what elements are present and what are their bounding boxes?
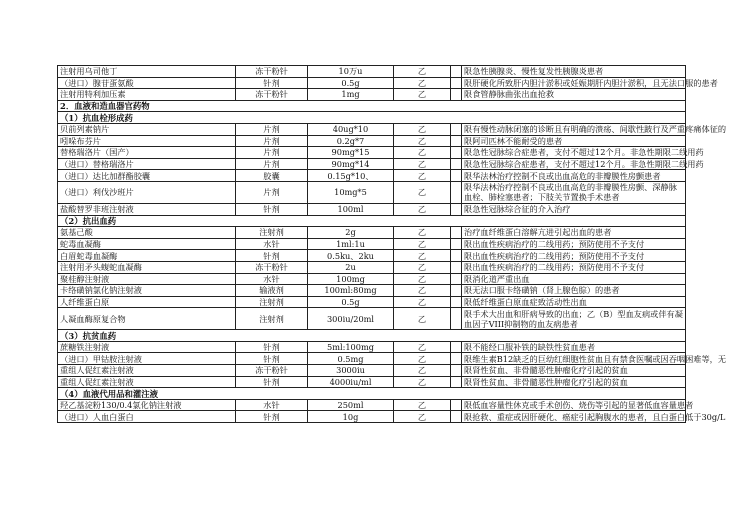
insurance-category: 乙 [394,411,451,423]
specification: 1ml:1u [308,238,394,250]
table-row [58,123,686,135]
dosage-form: 水针 [236,238,308,250]
restriction-note: 限华法林治疗控制不良或出血高危的非瓣膜性房颤患者 [462,170,686,182]
dosage-form: 注射剂 [236,296,308,308]
specification: 100ml:80mg [308,285,394,297]
restriction-note: 限急性冠脉综合症患者，支付不超过12个月。非急性期限二线用药 [462,158,686,170]
table-row [58,250,686,262]
dosage-form: 针剂 [236,203,308,215]
insurance-category: 乙 [394,261,451,273]
section-heading-row [58,100,686,112]
table-row [58,353,686,365]
dosage-form: 片剂 [236,135,308,147]
insurance-category: 乙 [394,123,451,135]
dosage-form: 针剂 [236,353,308,365]
table-row [58,89,686,101]
restriction-note: 限肾性贫血、非骨髓恶性肿瘤化疗引起的贫血 [462,365,686,377]
spacer-cell [451,353,462,365]
insurance-category: 乙 [394,399,451,411]
insurance-category: 乙 [394,273,451,285]
table-row [58,399,686,411]
drug-name: （进口）达比加群酯胶囊 [58,170,236,182]
dosage-form: 冻干粉针 [236,66,308,78]
dosage-form: 针剂 [236,77,308,89]
specification: 100ml [308,203,394,215]
dosage-form: 片剂 [236,147,308,159]
specification: 0.15g*10、 [308,170,394,182]
drug-name: （进口）甲钴胺注射液 [58,353,236,365]
table-row [58,147,686,159]
insurance-category: 乙 [394,227,451,239]
restriction-note: 限手术大出血和肝病导致的出血；乙（B）型血友病或伴有凝血因子VIII抑制物的血友病患者 [462,308,686,330]
restriction-note: 治疗血纤维蛋白溶解亢进引起出血的患者 [462,227,686,239]
table-row [58,308,686,330]
drug-name: 注射用矛头蝮蛇血凝酶 [58,261,236,273]
specification: 2g [308,227,394,239]
drug-name: 卡络磺钠氯化钠注射液 [58,285,236,297]
table-row [58,296,686,308]
restriction-note: 限维生素B12缺乏的巨幼红细胞性贫血且有禁食医嘱或因吞咽困难等，无 [462,353,686,365]
dosage-form: 针剂 [236,341,308,353]
table-row [58,411,686,423]
insurance-category: 乙 [394,365,451,377]
dosage-form: 片剂 [236,123,308,135]
dosage-form: 冻干粉针 [236,365,308,377]
table-row [58,285,686,297]
specification: 300iu/20ml [308,308,394,330]
dosage-form: 冻干粉针 [236,89,308,101]
restriction-note: 限出血性疾病治疗的二线用药；预防使用不予支付 [462,250,686,262]
restriction-note: 限食管静脉曲张出血抢救 [462,89,686,101]
insurance-category: 乙 [394,181,451,203]
dosage-form: 针剂 [236,250,308,262]
spacer-cell [451,250,462,262]
insurance-category: 乙 [394,203,451,215]
spacer-cell [451,89,462,101]
drug-name: 蛇毒血凝酶 [58,238,236,250]
table-row [58,66,686,78]
dosage-form: 水针 [236,273,308,285]
drug-name: 注射用特利加压素 [58,89,236,101]
drug-name: 盐酸替罗非班注射液 [58,203,236,215]
specification: 2u [308,261,394,273]
spacer-cell [451,203,462,215]
drug-name: 贝前列素钠片 [58,123,236,135]
table-row [58,203,686,215]
spacer-cell [451,411,462,423]
insurance-category: 乙 [394,147,451,159]
insurance-category: 乙 [394,376,451,388]
spacer-cell [451,376,462,388]
spacer-cell [451,296,462,308]
section-heading-row [58,388,686,400]
dosage-form: 片剂 [236,158,308,170]
restriction-note: 限消化道严重出血 [462,273,686,285]
dosage-form: 注射剂 [236,308,308,330]
restriction-note: 限肾性贫血、非骨髓恶性肿瘤化疗引起的贫血 [462,376,686,388]
drug-name: （进口）利伐沙班片 [58,181,236,203]
insurance-category: 乙 [394,135,451,147]
drug-list-document [57,65,727,423]
specification: 0.5g [308,296,394,308]
spacer-cell [451,341,462,353]
spacer-cell [451,158,462,170]
restriction-note: 限急性冠脉综合症患者，支付不超过12个月。非急性期限二线用药 [462,147,686,159]
table-row [58,376,686,388]
restriction-note: 限无法口服卡络磺钠（肾上腺色腙）的患者 [462,285,686,297]
section-heading: 2．血液和造血器官药物 [58,100,686,112]
specification: 1mg [308,89,394,101]
drug-name: （进口）替格瑞洛片 [58,158,236,170]
restriction-note: 限急性冠脉综合征的介入治疗 [462,203,686,215]
spacer-cell [451,308,462,330]
specification: 10g [308,411,394,423]
drug-name: 吲哚布芬片 [58,135,236,147]
drug-name: 重组人促红素注射液 [58,376,236,388]
specification: 90mg*15 [308,147,394,159]
drug-name: 聚桂醇注射液 [58,273,236,285]
spacer-cell [451,365,462,377]
spacer-cell [451,77,462,89]
drug-name: （进口）腺苷蛋氨酸 [58,77,236,89]
drug-name: （进口）人血白蛋白 [58,411,236,423]
insurance-category: 乙 [394,89,451,101]
specification: 5ml:100mg [308,341,394,353]
restriction-note: 限阿司匹林不能耐受的患者 [462,135,686,147]
table-row [58,238,686,250]
table-row [58,181,686,203]
specification: 0.2g*7 [308,135,394,147]
insurance-category: 乙 [394,238,451,250]
specification: 10万u [308,66,394,78]
specification: 0.5mg [308,353,394,365]
restriction-note: 限低血容量性休克或手术创伤、烧伤等引起的显著低血容量患者 [462,399,686,411]
table-row [58,341,686,353]
specification: 0.5ku、2ku [308,250,394,262]
restriction-note: 限不能经口服补铁的缺铁性贫血患者 [462,341,686,353]
drug-name: 羟乙基淀粉130/0.4氯化钠注射液 [58,399,236,411]
section-heading-row [58,112,686,124]
section-heading-row [58,330,686,342]
dosage-form: 针剂 [236,376,308,388]
drug-name: 蔗糖铁注射液 [58,341,236,353]
dosage-form: 水针 [236,399,308,411]
spacer-cell [451,399,462,411]
insurance-category: 乙 [394,353,451,365]
restriction-note: 限华法林治疗控制不良或出血高危的非瓣膜性房颤、深静脉血栓、肺栓塞患者；下肢关节置换手术患者 [462,181,686,203]
restriction-note: 限有慢性动脉闭塞的诊断且有明确的溃疡、间歇性跛行及严重疼痛体征的 [462,123,686,135]
dosage-form: 胶囊 [236,170,308,182]
table-row [58,135,686,147]
insurance-category: 乙 [394,66,451,78]
spacer-cell [451,238,462,250]
drug-name: 重组人促红素注射液 [58,365,236,377]
specification: 40ug*10 [308,123,394,135]
spacer-cell [451,66,462,78]
restriction-note: 限急性胰腺炎、慢性复发性胰腺炎患者 [462,66,686,78]
table-row [58,227,686,239]
dosage-form: 冻干粉针 [236,261,308,273]
insurance-category: 乙 [394,250,451,262]
table-row [58,170,686,182]
drug-name: 人纤维蛋白原 [58,296,236,308]
drug-name: 注射用乌司他丁 [58,66,236,78]
restriction-note: 限抢救、重症或因肝硬化、癌症引起胸腹水的患者，且白蛋白低于30g/L [462,411,686,423]
drug-name: 氨基己酸 [58,227,236,239]
dosage-form: 针剂 [236,411,308,423]
restriction-note: 限肝硬化所致肝内胆汁淤积或妊娠期肝内胆汁淤积，且无法口服的患者 [462,77,686,89]
insurance-category: 乙 [394,296,451,308]
spacer-cell [451,123,462,135]
table-row [58,261,686,273]
spacer-cell [451,227,462,239]
section-heading: （1）抗血栓形成药 [58,112,686,124]
dosage-form: 注射剂 [236,227,308,239]
spacer-cell [451,135,462,147]
section-heading-row [58,215,686,227]
insurance-category: 乙 [394,158,451,170]
spacer-cell [451,285,462,297]
table-row [58,158,686,170]
table-row [58,273,686,285]
drug-name: 替格瑞洛片（国产） [58,147,236,159]
insurance-category: 乙 [394,308,451,330]
insurance-category: 乙 [394,170,451,182]
restriction-note: 限低纤维蛋白原血症致活动性出血 [462,296,686,308]
spacer-cell [451,147,462,159]
spacer-cell [451,261,462,273]
section-heading: （2）抗出血药 [58,215,686,227]
table-row [58,77,686,89]
spacer-cell [451,170,462,182]
drug-table-body [58,66,727,423]
section-heading: （3）抗贫血药 [58,330,686,342]
insurance-category: 乙 [394,341,451,353]
specification: 90mg*14 [308,158,394,170]
specification: 3000iu [308,365,394,377]
restriction-note: 限出血性疾病治疗的二线用药；预防使用不予支付 [462,238,686,250]
section-heading: （4）血液代用品和灌注液 [58,388,686,400]
insurance-category: 乙 [394,285,451,297]
specification: 10mg*5 [308,181,394,203]
specification: 4000iu/ml [308,376,394,388]
drug-name: 白眉蛇毒血凝酶 [58,250,236,262]
spacer-cell [451,273,462,285]
dosage-form: 输液剂 [236,285,308,297]
insurance-category: 乙 [394,77,451,89]
restriction-note: 限出血性疾病治疗的二线用药；预防使用不予支付 [462,261,686,273]
spacer-cell [451,181,462,203]
drug-table [57,65,727,423]
specification: 100mg [308,273,394,285]
specification: 250ml [308,399,394,411]
specification: 0.5g [308,77,394,89]
table-row [58,365,686,377]
drug-name: 人凝血酶原复合物 [58,308,236,330]
dosage-form: 片剂 [236,181,308,203]
